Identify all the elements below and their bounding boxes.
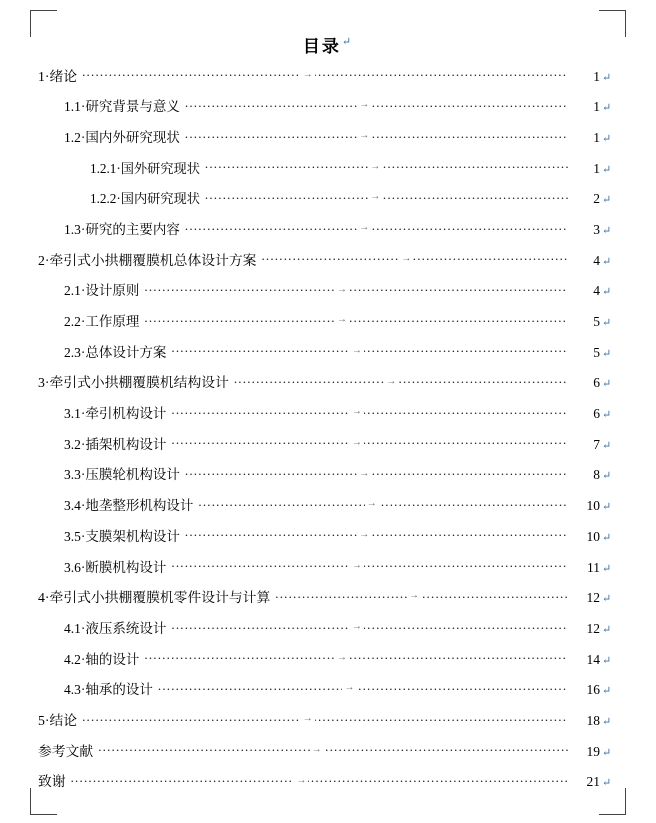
toc-entry[interactable] bbox=[64, 220, 614, 237]
toc-leader-dots bbox=[144, 282, 568, 296]
tab-arrow-icon: ..... → bbox=[351, 436, 362, 448]
toc-entry-label: 参考文献 bbox=[38, 743, 94, 759]
toc-entry-label: 4.1·液压系统设计 bbox=[64, 620, 167, 636]
crop-mark-top-right bbox=[599, 10, 626, 37]
paragraph-mark-icon: ↵ bbox=[602, 531, 612, 544]
paragraph-mark-icon: ↵ bbox=[602, 102, 612, 115]
toc-entry[interactable] bbox=[64, 343, 614, 360]
page-title-text: 目录 bbox=[302, 37, 341, 56]
tab-arrow-icon: ..... → bbox=[302, 713, 313, 725]
toc-leader-dots bbox=[158, 681, 568, 695]
toc-entry-label: 1.1·研究背景与意义 bbox=[64, 99, 180, 115]
toc-leader-dots bbox=[82, 67, 568, 81]
table-of-contents bbox=[0, 67, 656, 789]
toc-entry[interactable] bbox=[64, 466, 614, 483]
toc-leader-dots bbox=[185, 128, 568, 142]
paragraph-mark-icon: ↵ bbox=[602, 593, 612, 606]
toc-leader-dots bbox=[171, 435, 568, 449]
tab-arrow-icon: ..... → bbox=[370, 191, 381, 203]
toc-entry-page-number: 4 bbox=[593, 252, 600, 268]
toc-entry-page-number: 5 bbox=[593, 314, 600, 329]
tab-arrow-icon: ..... → bbox=[359, 529, 370, 541]
tab-arrow-icon: ..... → bbox=[359, 99, 370, 111]
toc-leader-dots bbox=[185, 466, 568, 480]
paragraph-mark-icon: ↵ bbox=[602, 255, 612, 268]
tab-arrow-icon: ..... → bbox=[359, 222, 370, 234]
tab-arrow-icon: ..... → bbox=[351, 559, 362, 571]
toc-entry[interactable] bbox=[64, 650, 614, 667]
toc-entry-label: 1·绪论 bbox=[38, 68, 78, 84]
toc-entry-label: 4·牵引式小拱棚覆膜机零件设计与计算 bbox=[38, 590, 271, 606]
tab-arrow-icon: ..... → bbox=[344, 682, 355, 694]
toc-entry-page-number: 8 bbox=[593, 467, 600, 483]
toc-leader-dots bbox=[205, 159, 568, 173]
toc-entry-page-number: 5 bbox=[593, 344, 600, 360]
toc-entry-label: 1.3·研究的主要内容 bbox=[64, 221, 180, 237]
toc-entry[interactable] bbox=[64, 435, 614, 452]
toc-entry-page-number: 19 bbox=[586, 743, 600, 759]
tab-arrow-icon: ..... → bbox=[401, 252, 412, 264]
toc-leader-dots bbox=[82, 711, 568, 725]
toc-entry-page-number: 14 bbox=[586, 651, 600, 667]
toc-leader-dots bbox=[261, 251, 568, 265]
toc-leader-dots bbox=[234, 374, 568, 388]
crop-mark-bottom-right bbox=[599, 788, 626, 815]
toc-leader-dots bbox=[205, 190, 568, 204]
toc-entry-page-number: 1 bbox=[593, 160, 600, 176]
tab-arrow-icon: ..... → bbox=[359, 130, 370, 142]
tab-arrow-icon: ..... → bbox=[370, 160, 381, 172]
tab-arrow-icon: ..... → bbox=[359, 467, 370, 479]
toc-entry-label: 2.2·工作原理 bbox=[64, 314, 140, 329]
toc-entry-page-number: 1 bbox=[593, 129, 600, 145]
toc-entry-page-number: 1 bbox=[593, 99, 600, 115]
toc-entry-label: 致谢 bbox=[38, 774, 66, 790]
toc-entry[interactable] bbox=[64, 558, 614, 575]
toc-entry[interactable] bbox=[64, 527, 614, 544]
toc-entry-page-number: 2 bbox=[593, 191, 600, 207]
toc-leader-dots bbox=[171, 619, 568, 633]
toc-entry-label: 1.2.2·国内研究现状 bbox=[90, 191, 200, 207]
paragraph-mark-icon: ↵ bbox=[602, 501, 612, 514]
tab-arrow-icon: ..... → bbox=[386, 375, 397, 387]
paragraph-mark-icon: ↵ bbox=[602, 224, 612, 237]
crop-mark-bottom-left bbox=[30, 788, 57, 815]
toc-leader-dots bbox=[171, 343, 568, 357]
toc-entry-label: 4.2·轴的设计 bbox=[64, 651, 140, 667]
paragraph-mark-icon: ↵ bbox=[602, 777, 612, 790]
toc-entry[interactable] bbox=[90, 190, 614, 207]
toc-entry-label: 5·结论 bbox=[38, 712, 78, 728]
toc-leader-dots bbox=[144, 650, 568, 664]
paragraph-mark-icon: ↵ bbox=[602, 746, 612, 759]
toc-entry[interactable] bbox=[38, 374, 614, 391]
toc-entry[interactable] bbox=[64, 128, 614, 145]
toc-leader-dots bbox=[275, 589, 568, 603]
toc-entry[interactable] bbox=[38, 67, 614, 84]
paragraph-mark-icon: ↵ bbox=[602, 378, 612, 391]
toc-entry[interactable] bbox=[38, 773, 614, 790]
toc-entry[interactable] bbox=[90, 159, 614, 176]
toc-entry-label: 1.2·国内外研究现状 bbox=[64, 129, 180, 145]
tab-arrow-icon: ..... → bbox=[366, 498, 377, 510]
tab-arrow-icon: ..... → bbox=[311, 743, 322, 755]
toc-entry-page-number: 6 bbox=[593, 406, 600, 422]
toc-entry[interactable] bbox=[64, 497, 614, 514]
paragraph-mark-icon: ↵ bbox=[602, 562, 612, 575]
toc-leader-dots bbox=[198, 497, 568, 511]
toc-entry-label: 3.5·支膜架机构设计 bbox=[64, 528, 180, 544]
toc-entry[interactable] bbox=[38, 711, 614, 728]
tab-arrow-icon: ..... → bbox=[408, 590, 419, 602]
toc-entry-page-number: 1 bbox=[593, 68, 600, 84]
toc-entry[interactable] bbox=[64, 98, 614, 115]
toc-entry-label: 2.1·设计原则 bbox=[64, 283, 140, 299]
toc-entry[interactable] bbox=[38, 589, 614, 606]
toc-entry-label: 3.4·地垄整形机构设计 bbox=[64, 498, 194, 514]
toc-entry[interactable] bbox=[64, 619, 614, 636]
toc-entry-label: 3.2·插架机构设计 bbox=[64, 436, 167, 452]
toc-entry[interactable] bbox=[64, 282, 614, 299]
toc-leader-dots bbox=[98, 742, 568, 756]
paragraph-mark-icon: ↵ bbox=[602, 715, 612, 728]
toc-entry-page-number: 3 bbox=[593, 221, 600, 237]
toc-entry-label: 4.3·轴承的设计 bbox=[64, 682, 153, 698]
toc-entry-label: 3.6·断膜机构设计 bbox=[64, 559, 167, 575]
toc-leader-dots bbox=[171, 405, 568, 419]
paragraph-mark-icon: ↵ bbox=[602, 347, 612, 360]
toc-entry-label: 2.3·总体设计方案 bbox=[64, 344, 167, 360]
toc-entry-page-number: 4 bbox=[593, 283, 600, 299]
tab-arrow-icon: ..... → bbox=[351, 406, 362, 418]
paragraph-mark-icon: ↵ bbox=[602, 317, 612, 329]
paragraph-mark-icon: ↵ bbox=[602, 132, 612, 145]
tab-arrow-icon: ..... → bbox=[337, 314, 347, 326]
toc-entry-label: 3.3·压膜轮机构设计 bbox=[64, 467, 180, 483]
toc-entry[interactable] bbox=[38, 742, 614, 759]
tab-arrow-icon: ..... → bbox=[337, 651, 347, 663]
paragraph-mark-icon: ↵ bbox=[602, 163, 612, 176]
paragraph-mark-icon: ↵ bbox=[602, 439, 612, 452]
toc-leader-dots bbox=[185, 220, 568, 234]
tab-arrow-icon: ..... → bbox=[337, 283, 347, 295]
toc-entry-page-number: 10 bbox=[586, 528, 600, 544]
toc-entry-page-number: 11 bbox=[587, 559, 600, 575]
toc-entry[interactable] bbox=[64, 681, 614, 698]
toc-entry-label: 2·牵引式小拱棚覆膜机总体设计方案 bbox=[38, 252, 257, 268]
tab-arrow-icon: ..... → bbox=[302, 68, 313, 80]
toc-entry-page-number: 10 bbox=[586, 498, 600, 514]
paragraph-mark-icon: ↵ bbox=[602, 286, 612, 299]
tab-arrow-icon: ..... → bbox=[296, 774, 307, 786]
paragraph-mark-icon: ↵ bbox=[602, 654, 612, 667]
paragraph-mark-icon: ↵ bbox=[602, 470, 612, 483]
paragraph-mark-icon: ↵ bbox=[602, 409, 612, 422]
toc-entry-page-number: 12 bbox=[586, 590, 600, 606]
toc-entry-label: 3·牵引式小拱棚覆膜机结构设计 bbox=[38, 375, 229, 391]
toc-leader-dots bbox=[171, 558, 568, 572]
paragraph-mark-icon: ↵ bbox=[341, 36, 354, 49]
toc-entry-page-number: 18 bbox=[586, 712, 600, 728]
paragraph-mark-icon: ↵ bbox=[602, 71, 612, 84]
paragraph-mark-icon: ↵ bbox=[602, 685, 612, 698]
toc-entry-page-number: 21 bbox=[586, 774, 600, 790]
crop-mark-top-left bbox=[30, 10, 57, 37]
paragraph-mark-icon: ↵ bbox=[602, 623, 612, 636]
toc-entry[interactable] bbox=[64, 405, 614, 422]
toc-entry-page-number: 12 bbox=[586, 620, 600, 636]
toc-leader-dots bbox=[144, 313, 568, 327]
paragraph-mark-icon: ↵ bbox=[602, 194, 612, 207]
tab-arrow-icon: ..... → bbox=[351, 344, 362, 356]
toc-entry[interactable] bbox=[38, 251, 614, 268]
toc-entry[interactable] bbox=[64, 313, 614, 330]
toc-entry-label: 3.1·牵引机构设计 bbox=[64, 406, 167, 422]
tab-arrow-icon: ..... → bbox=[351, 621, 362, 633]
toc-entry-label: 1.2.1·国外研究现状 bbox=[90, 160, 200, 176]
toc-leader-dots bbox=[185, 527, 568, 541]
toc-leader-dots bbox=[185, 98, 568, 112]
toc-entry-page-number: 16 bbox=[586, 682, 600, 698]
page-title bbox=[0, 0, 656, 67]
toc-entry-page-number: 7 bbox=[593, 436, 600, 452]
toc-leader-dots bbox=[71, 773, 568, 787]
toc-entry-page-number: 6 bbox=[593, 375, 600, 391]
